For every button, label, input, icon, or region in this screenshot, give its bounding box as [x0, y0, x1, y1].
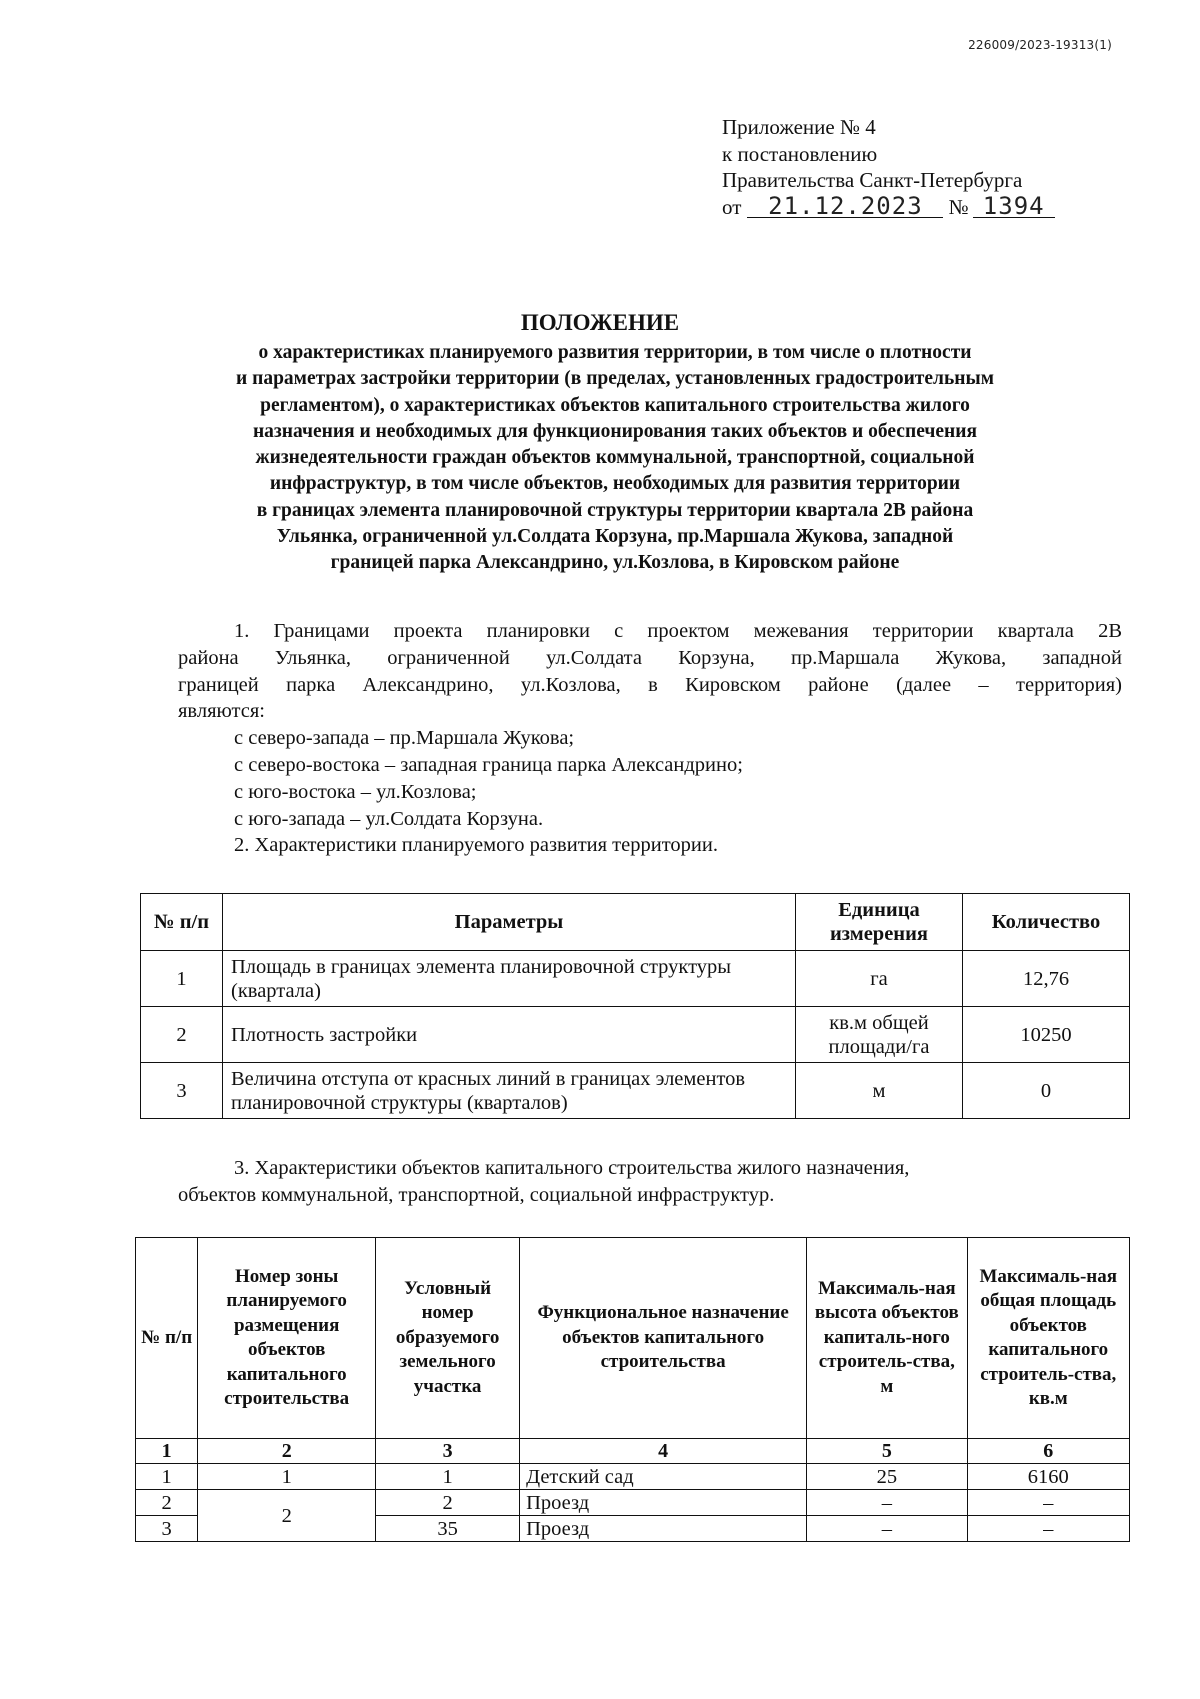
cell-num: 1: [136, 1464, 198, 1490]
appendix-line-2: к постановлению: [722, 141, 878, 166]
cell-param: Площадь в границах элемента планировочной структуры (квартала): [223, 951, 796, 1007]
cell-function: Проезд: [520, 1516, 807, 1542]
section-3-line: объектов коммунальной, транспортной, социальной инфраструктур.: [178, 1183, 775, 1206]
section-1: [178, 618, 1122, 859]
column-number: 5: [807, 1439, 967, 1464]
cell-unit: м: [796, 1063, 963, 1119]
header-zone: Номер зоны планируемого размещения объектов капитального строительства: [198, 1238, 376, 1439]
subtitle-line: инфраструктур, в том числе объектов, необходимых для развития территории: [269, 473, 961, 495]
cell-qty: 0: [963, 1063, 1130, 1119]
header-unit: Единица измерения: [796, 894, 963, 951]
table-row: [141, 1063, 1130, 1119]
territory-characteristics-table: [140, 893, 1130, 1119]
from-label: от: [722, 194, 742, 219]
boundary-southwest: с юго-запада – ул.Солдата Корзуна.: [234, 807, 544, 830]
cell-num: 2: [141, 1007, 223, 1063]
subtitle-line: назначения и необходимых для функционирования таких объектов и обеспечения: [252, 420, 978, 442]
subtitle-line: в границах элемента планировочной структуры территории квартала 2В района: [256, 499, 974, 521]
cell-function: Детский сад: [520, 1464, 807, 1490]
appendix-date-row: [722, 191, 1055, 221]
table-row: [141, 1007, 1130, 1063]
section-1-line: границей парка Александрино, ул.Козлова, в Кировском районе (далее – территория): [178, 673, 1122, 696]
subtitle-line: Ульянка, ограниченной ул.Солдата Корзуна, пр.Маршала Жукова, западной: [276, 526, 954, 548]
cell-max-area: –: [967, 1490, 1129, 1516]
cell-function: Проезд: [520, 1490, 807, 1516]
header-param: Параметры: [223, 894, 796, 951]
cell-num: 1: [141, 951, 223, 1007]
subtitle-line: и параметрах застройки территории (в пределах, установленных градостроительным: [235, 368, 995, 390]
appendix-block: [722, 114, 1055, 220]
column-number: 3: [376, 1439, 520, 1464]
header-max-area: Максималь-ная общая площадь объектов капитального строитель-ства, кв.м: [967, 1238, 1129, 1439]
header-num: № п/п: [136, 1238, 198, 1439]
cell-max-area: 6160: [967, 1464, 1129, 1490]
cell-plot: 1: [376, 1464, 520, 1490]
table-row: [141, 951, 1130, 1007]
cell-max-height: –: [807, 1490, 967, 1516]
header-plot: Условный номер образуемого земельного участка: [376, 1238, 520, 1439]
cell-num: 3: [141, 1063, 223, 1119]
table-header-row: [141, 894, 1130, 951]
appendix-line-1: Приложение № 4: [722, 115, 876, 139]
column-number: 2: [198, 1439, 376, 1464]
table-row: [136, 1464, 1130, 1490]
document-title: ПОЛОЖЕНИЕ: [520, 310, 680, 335]
document-subtitle: [170, 340, 1060, 577]
cell-zone: 1: [198, 1464, 376, 1490]
resolution-number: 1394: [973, 195, 1055, 218]
document-id: 226009/2023-19313(1): [968, 38, 1112, 52]
boundary-northeast: с северо-востока – западная граница парка Александрино;: [234, 753, 743, 776]
cell-unit: кв.м общей площади/га: [796, 1007, 963, 1063]
cell-unit: га: [796, 951, 963, 1007]
column-number: 1: [136, 1439, 198, 1464]
section-2-heading: 2. Характеристики планируемого развития территории.: [234, 834, 718, 857]
cell-max-height: –: [807, 1516, 967, 1542]
cell-max-height: 25: [807, 1464, 967, 1490]
cell-param: Плотность застройки: [223, 1007, 796, 1063]
column-number-row: [136, 1439, 1130, 1464]
resolution-date: 21.12.2023: [747, 195, 943, 218]
cell-plot: 2: [376, 1490, 520, 1516]
header-num: № п/п: [141, 894, 223, 951]
section-3-line: 3. Характеристики объектов капитального строительства жилого назначения,: [234, 1157, 910, 1179]
column-number: 4: [520, 1439, 807, 1464]
table-row: [136, 1490, 1130, 1516]
header-max-height: Максималь-ная высота объектов капиталь-ного строитель-ства, м: [807, 1238, 967, 1439]
boundary-southeast: с юго-востока – ул.Козлова;: [234, 780, 477, 803]
section-3: [178, 1155, 1122, 1209]
cell-num: 2: [136, 1490, 198, 1516]
column-number: 6: [967, 1439, 1129, 1464]
subtitle-line: границей парка Александрино, ул.Козлова, в Кировском районе: [330, 552, 900, 574]
number-label: №: [948, 194, 969, 219]
section-1-line: являются:: [178, 700, 265, 723]
section-1-line: 1. Границами проекта планировки с проектом межевания территории квартала 2В: [234, 620, 1122, 642]
subtitle-line: о характеристиках планируемого развития территории, в том числе о плотности: [258, 342, 972, 363]
appendix-line-3: Правительства Санкт-Петербурга: [722, 168, 1023, 192]
subtitle-line: жизнедеятельности граждан объектов коммунальной, транспортной, социальной: [255, 447, 975, 469]
capital-construction-table: [135, 1237, 1130, 1542]
cell-qty: 10250: [963, 1007, 1130, 1063]
cell-max-area: –: [967, 1516, 1129, 1542]
cell-plot: 35: [376, 1516, 520, 1542]
subtitle-line: регламентом), о характеристиках объектов капитального строительства жилого: [260, 394, 970, 416]
header-function: Функциональное назначение объектов капитального строительства: [520, 1238, 807, 1439]
table-header-row: [136, 1238, 1130, 1439]
cell-zone: 2: [198, 1490, 376, 1542]
cell-qty: 12,76: [963, 951, 1130, 1007]
boundary-northwest: с северо-запада – пр.Маршала Жукова;: [234, 727, 575, 750]
header-qty: Количество: [963, 894, 1130, 951]
cell-param: Величина отступа от красных линий в границах элементов планировочной структуры (кварталов): [223, 1063, 796, 1119]
cell-num: 3: [136, 1516, 198, 1542]
section-1-line: района Ульянка, ограниченной ул.Солдата Корзуна, пр.Маршала Жукова, западной: [178, 646, 1122, 669]
